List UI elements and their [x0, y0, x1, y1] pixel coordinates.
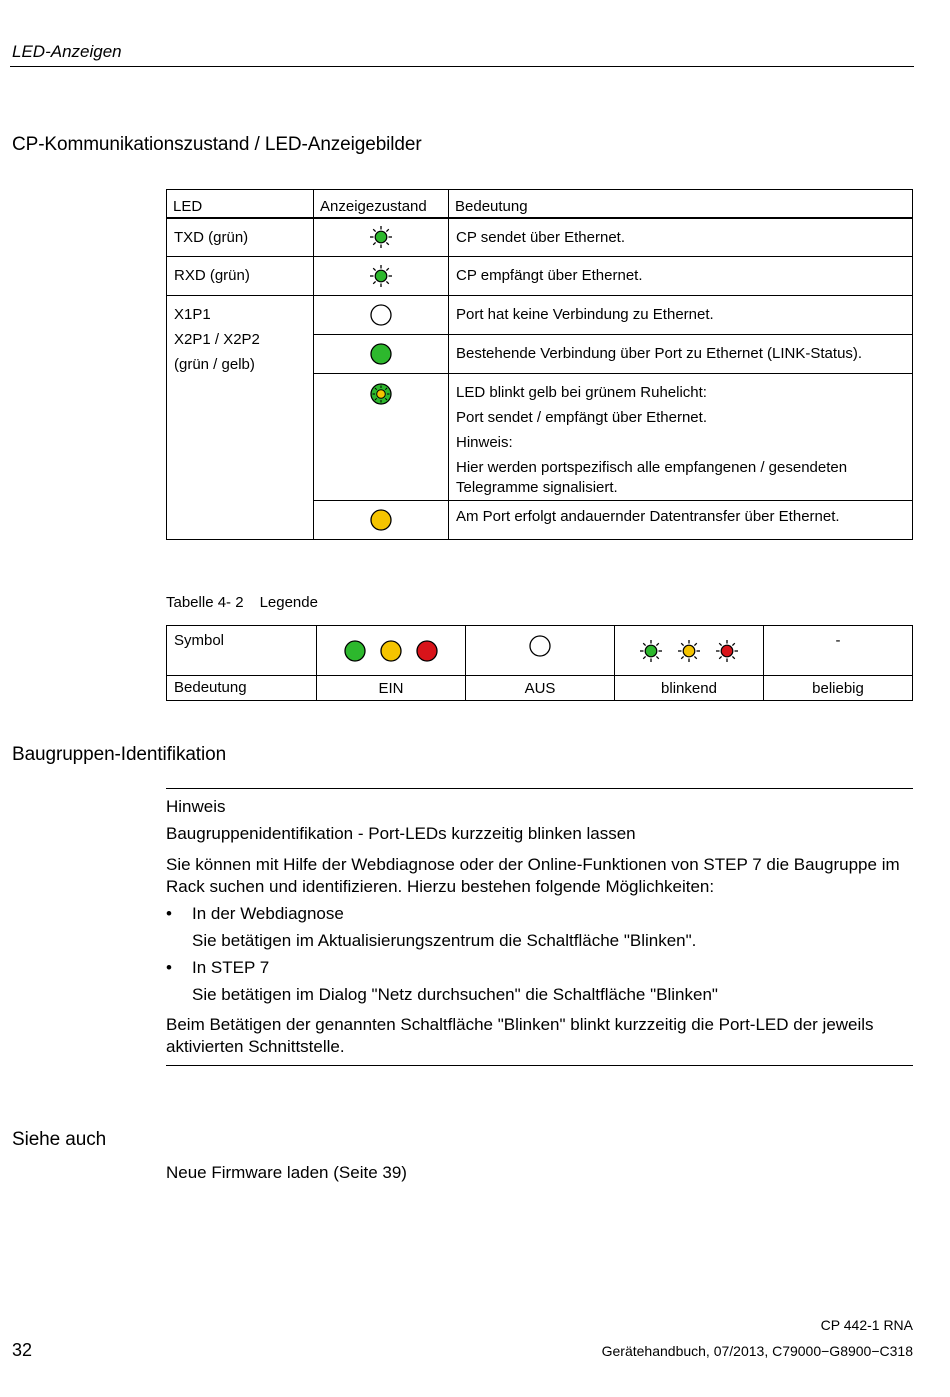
- led-green-blinking-icon: [369, 225, 393, 249]
- header-state: Anzeigezustand: [314, 190, 449, 218]
- legend-meaning-row: [167, 676, 913, 701]
- footer-product: CP 442-1 RNA: [820, 1317, 913, 1333]
- footer-manual: Gerätehandbuch, 07/2013, C79000−G8900−C318: [601, 1343, 913, 1359]
- table-caption: [166, 594, 318, 611]
- legend-meaning-any: beliebig: [764, 676, 913, 701]
- legend-table: [166, 625, 913, 701]
- led-meaning: Am Port erfolgt andauernder Datentransfer über Ethernet.: [449, 501, 913, 540]
- legend-red-blinking-icon: [715, 639, 739, 663]
- meaning-line: Hinweis:: [456, 434, 513, 451]
- led-name-line: (grün / gelb): [174, 356, 255, 373]
- led-name-port: [167, 296, 314, 540]
- legend-label-meaning: Bedeutung: [167, 676, 317, 701]
- led-green-on-icon: [369, 342, 393, 366]
- led-meaning: CP sendet über Ethernet.: [449, 218, 913, 257]
- caption-text: Legende: [259, 594, 318, 611]
- led-off-icon: [369, 303, 393, 327]
- header-rule: [10, 66, 914, 67]
- section-title-identification: Baugruppen-Identifikation: [12, 744, 227, 765]
- led-green-yellow-blinking-icon: [369, 382, 393, 406]
- led-meaning: Bestehende Verbindung über Port zu Ethernet (LINK-Status).: [449, 335, 913, 374]
- legend-red-on-icon: [415, 639, 439, 663]
- led-name: TXD (grün): [167, 218, 314, 257]
- led-yellow-on-icon: [369, 508, 393, 532]
- legend-meaning-blinking: blinkend: [615, 676, 764, 701]
- led-meaning-multiline: [449, 374, 913, 501]
- note-bullet-title: • In der Webdiagnose: [166, 903, 913, 925]
- table-header-row: [167, 190, 913, 218]
- legend-yellow-on-icon: [379, 639, 403, 663]
- meaning-line: Hier werden portspezifisch alle empfangenen / gesendeten Telegramme signalisiert.: [456, 459, 848, 496]
- table-row: [167, 218, 913, 257]
- led-name-line: X2P1 / X2P2: [174, 331, 260, 348]
- led-name: RXD (grün): [167, 257, 314, 296]
- led-meaning: CP empfängt über Ethernet.: [449, 257, 913, 296]
- legend-meaning-off: AUS: [466, 676, 615, 701]
- legend-off-icon: [528, 634, 552, 658]
- legend-green-blinking-icon: [639, 639, 663, 663]
- note-bullet-text: Sie betätigen im Aktualisierungszentrum die Schaltfläche "Blinken".: [192, 931, 697, 950]
- note-heading: Hinweis: [166, 797, 226, 816]
- note-bullet-text: Sie betätigen im Dialog "Netz durchsuchen" die Schaltfläche "Blinken": [192, 985, 718, 1004]
- see-also-link[interactable]: Neue Firmware laden (Seite 39): [166, 1163, 407, 1182]
- legend-green-on-icon: [343, 639, 367, 663]
- header-led: LED: [167, 190, 314, 218]
- led-meaning: Port hat keine Verbindung zu Ethernet.: [449, 296, 913, 335]
- legend-dash: -: [764, 626, 913, 676]
- led-name-line: X1P1: [174, 306, 211, 323]
- table-row: [167, 257, 913, 296]
- note-intro: Sie können mit Hilfe der Webdiagnose oder der Online-Funktionen von STEP 7 die Baugruppe im Rack suchen und identifizieren. Hierzu bestehen folgende Möglichkeiten:: [166, 855, 900, 896]
- legend-meaning-on: EIN: [317, 676, 466, 701]
- note-box: [166, 796, 913, 1058]
- led-green-blinking-icon: [369, 264, 393, 288]
- legend-label-symbol: Symbol: [167, 626, 317, 676]
- led-status-table: [166, 189, 913, 540]
- section-title-see-also: Siehe auch: [12, 1129, 107, 1150]
- page-number: 32: [12, 1340, 33, 1360]
- meaning-line: LED blinkt gelb bei grünem Ruhelicht:: [456, 384, 707, 401]
- legend-yellow-blinking-icon: [677, 639, 701, 663]
- running-header: LED-Anzeigen: [12, 42, 122, 61]
- note-outro: Beim Betätigen der genannten Schaltfläche "Blinken" blinkt kurzzeitig die Port-LED der jeweils aktivierten Schnittstelle.: [166, 1015, 874, 1056]
- note-bullet-title: • In STEP 7: [166, 957, 913, 979]
- legend-symbol-row: [167, 626, 913, 676]
- caption-number: Tabelle 4- 2: [166, 594, 244, 611]
- meaning-line: Port sendet / empfängt über Ethernet.: [456, 409, 707, 426]
- table-row: [167, 296, 913, 335]
- note-subheading: Baugruppenidentifikation - Port-LEDs kurzzeitig blinken lassen: [166, 824, 636, 843]
- note-top-rule: [166, 788, 913, 789]
- note-bottom-rule: [166, 1065, 913, 1066]
- section-title-communication: CP-Kommunikationszustand / LED-Anzeigebilder: [12, 134, 422, 155]
- header-meaning: Bedeutung: [449, 190, 913, 218]
